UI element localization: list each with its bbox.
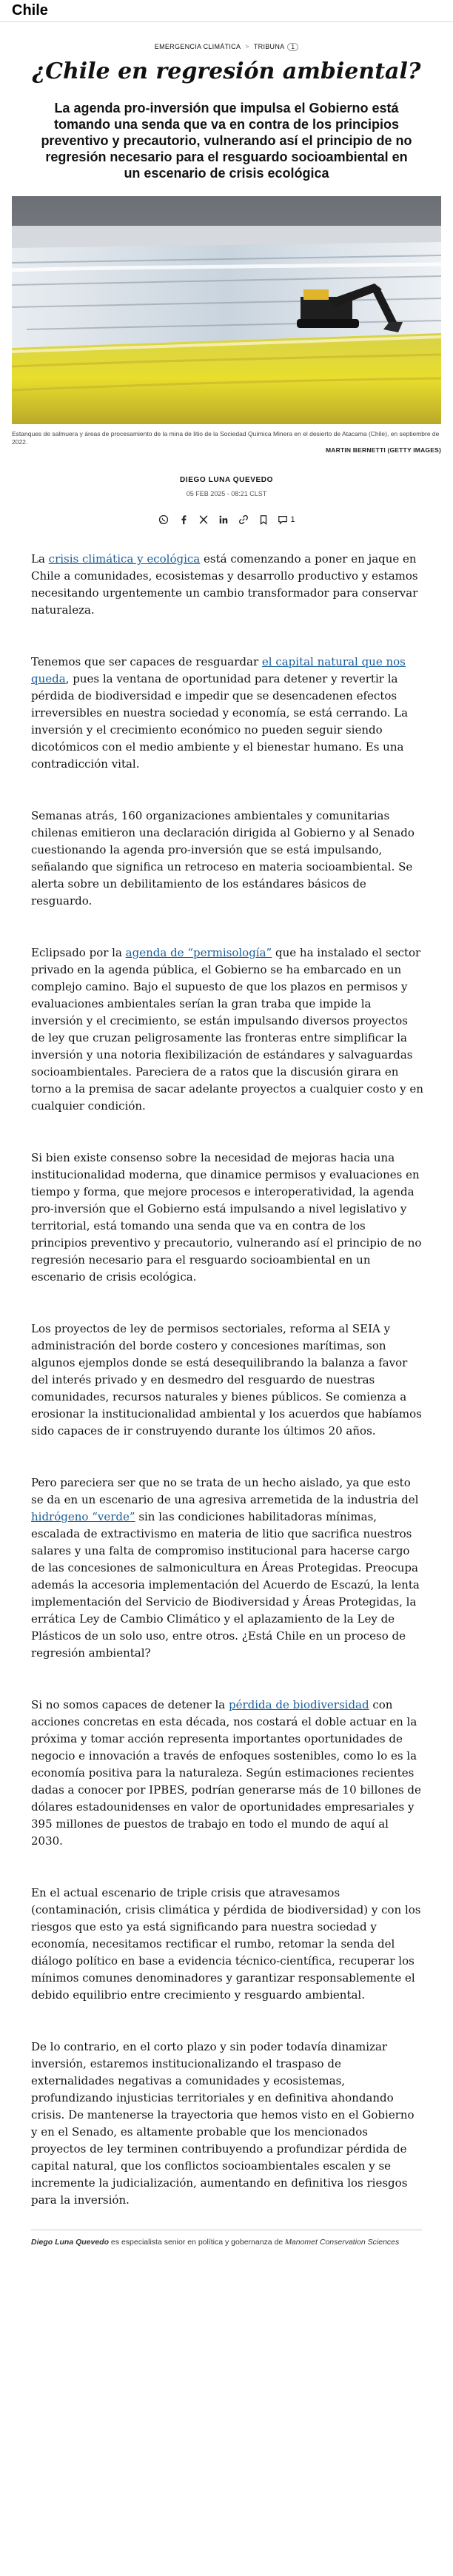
article-kicker [0, 43, 453, 51]
comment-icon [278, 514, 288, 525]
section-link-chile[interactable]: Chile [12, 2, 48, 19]
article-body [31, 551, 423, 2209]
paragraph-2: Tenemos que ser capaces de resguardar el capital natural que nos queda, pues la ventana de oportunidad para detener y revertir la pérdida de biodiversidad e impedir que se desencadenen efectos irreversibles en nuestra sociedad y economía, se está cerrando. La inversión y el crecimiento económico no pueden seguir siendo dicotómicos con el medio ambiente y el bienestar humano. Es una contradicción vital. [31, 655, 409, 771]
facebook-icon[interactable] [178, 514, 189, 526]
section-header [0, 0, 453, 22]
article-type: TRIBUNA [253, 43, 285, 50]
kicker-comment-badge[interactable]: 1 [287, 43, 298, 51]
lead-photo [12, 196, 441, 424]
article-subtitle: La agenda pro-inversión que impulsa el Gobierno está tomando una senda que va en contra de los principios preventivo y precautorio, vulnerando así el principio de no regresión necesario para el resguardo socioambiental en un escenario de crisis ecológica [41, 101, 412, 181]
link-capital-natural[interactable]: el capital natural que nos queda [31, 655, 406, 685]
link-perdida-biodiversidad[interactable]: pérdida de biodiversidad [229, 1698, 369, 1711]
kicker-separator: > [245, 43, 249, 50]
link-crisis-climatica[interactable]: crisis climática y ecológica [48, 552, 201, 566]
linkedin-icon[interactable] [218, 514, 229, 526]
paragraph-10: De lo contrario, en el corto plazo y sin poder todavía dinamizar inversión, estaremos institucionalizando el traspaso de externalidades negativas a comunidades y ecosistemas, profundizando injusticias territoriales y en definitiva ahondando crisis. De mantenerse la trayectoria que hemos visto en el Gobierno y en el Senado, es altamente probable que los mencionados proyectos de ley terminen contribuyendo a profundizar pérdida de capital natural, que los conflictos socioambientales escalen y se incremente la judicialización, aumentando en definitiva los riesgos para la inversión. [31, 2040, 415, 2207]
paragraph-1: La crisis climática y ecológica está comenzando a poner en jaque en Chile a comunidades, ecosistemas y desarrollo productivo y estamos necesitando urgentemente un cambio transformador para conservar naturaleza. [31, 552, 418, 617]
author-byline[interactable]: DIEGO LUNA QUEVEDO [180, 476, 273, 484]
author-bio [31, 2230, 422, 2247]
bio-organization: Manomet Conservation Sciences [285, 2238, 400, 2247]
bio-author-name: Diego Luna Quevedo [31, 2238, 110, 2247]
share-bar [0, 514, 453, 526]
copy-link-icon[interactable] [238, 514, 249, 526]
paragraph-6: Los proyectos de ley de permisos sectoriales, reforma al SEIA y administración del borde costero y concesiones marítimas, son algunos ejemplos donde se está desequilibrando la balanza a favor del interés privado y en desmedro del resguardo de nuestras comunidades, recursos naturales y bienes públicos. Se comienza a erosionar la institucionalidad ambiental y los acuerdos que habíamos sido capaces de ir construyendo durante los últimos 20 años. [31, 1322, 422, 1438]
comment-count: 1 [290, 515, 295, 524]
lead-figure [0, 196, 453, 454]
photo-caption: Estanques de salmuera y áreas de procesamiento de la mina de litio de la Sociedad Química Minera en el desierto de Atacama (Chile), en septiembre de 2022. [12, 430, 440, 446]
page-title: ¿Chile en regresión ambiental? [32, 58, 421, 84]
photo-credit: MARTIN BERNETTI (GETTY IMAGES) [325, 446, 441, 454]
paragraph-5: Si bien existe consenso sobre la necesidad de mejoras hacia una institucionalidad moderna, que dinamice permisos y evaluaciones en tiempo y forma, que mejore procesos e interoperatividad, la agenda pro-inversión que el Gobierno está impulsando a nivel legislativo y territorial, está tomando una senda que va en contra de los principios preventivo y precautorio, vulnerando así el principio de no regresión necesario para el resguardo socioambiental en un escenario de crisis ecológica. [31, 1151, 422, 1284]
lithium-mine-image [12, 196, 441, 424]
link-permisologia[interactable]: agenda de “permisología” [125, 946, 272, 959]
link-hidrogeno-verde[interactable]: hidrógeno “verde” [31, 1510, 135, 1523]
bookmark-icon[interactable] [258, 514, 269, 526]
paragraph-3: Semanas atrás, 160 organizaciones ambientales y comunitarias chilenas emitieron una declaración dirigida al Gobierno y al Senado cuestionando la agenda pro-inversión que se está impulsando, señalando que significa un retroceso en materia socioambiental. Se alerta sobre un debilitamiento de los estándares básicos de resguardo. [31, 809, 415, 908]
paragraph-7: Pero pareciera ser que no se trata de un hecho aislado, ya que esto se da en un escenario de una agresiva arremetida de la industria del hidrógeno “verde” sin las condiciones habilitadoras mínimas, escalada de extractivismo en materia de litio que sacrifica nuestros salares y una falta de compromiso institucional para hacerse cargo de las concesiones de salmonicultura en Áreas Protegidas. Preocupa además la accesoria implementación del Acuerdo de Escazú, la lenta implementación del Servicio de Biodiversidad y Áreas Protegidas, la errática Ley de Cambio Climático y el aplazamiento de la Ley de Plásticos de un solo uso, entre otros. ¿Está Chile en un proceso de regresión ambiental? [31, 1476, 420, 1660]
x-twitter-icon[interactable] [198, 514, 209, 526]
whatsapp-icon[interactable] [158, 514, 170, 526]
category-link[interactable]: EMERGENCIA CLIMÁTICA [154, 43, 241, 50]
comments-button[interactable] [278, 514, 295, 525]
paragraph-4: Eclipsado por la agenda de “permisología” que ha instalado el sector privado en la agenda pública, el Gobierno se ha embarcado en un complejo camino. Bajo el supuesto de que los plazos en permisos y evaluaciones ambientales serían la gran traba que impide la inversión y el crecimiento, se están impulsando diversos proyectos de ley que cruzan peligrosamente las fronteras entre simplificar la inversión y una notoria flexibilización de estándares y salvaguardas socioambientales. Pareciera de a ratos que la discusión girara en torno a la premisa de sacar adelante proyectos a cualquier costo y en cualquier condición. [31, 946, 423, 1113]
bio-text: es especialista senior en política y gobernanza de [109, 2238, 286, 2247]
publish-date: 05 FEB 2025 - 08:21 CLST [186, 490, 267, 497]
paragraph-9: En el actual escenario de triple crisis que atravesamos (contaminación, crisis climática y pérdida de biodiversidad) y con los riesgos que esto ya está significando para nuestra sociedad y economía, necesitamos rectificar el rumbo, retomar la senda del diálogo político en base a evidencia técnico-científica, recuperar los mínimos comunes denominadores y garantizar responsablemente el debido equilibrio entre crecimiento y resguardo ambiental. [31, 1886, 421, 2002]
paragraph-8: Si no somos capaces de detener la pérdida de biodiversidad con acciones concretas en esta década, nos costará el doble actuar en la próxima y tomar acción representa importantes oportunidades de negocio e innovación a través de enfoques sostenibles, como lo es la economía positiva para la naturaleza. Según estimaciones recientes dadas a conocer por IPBES, podrían generarse más de 10 billones de dólares estadounidenses en valor de oportunidades empresariales y 395 millones de puestos de trabajo en todo el mundo de aquí al 2030. [31, 1698, 421, 1848]
